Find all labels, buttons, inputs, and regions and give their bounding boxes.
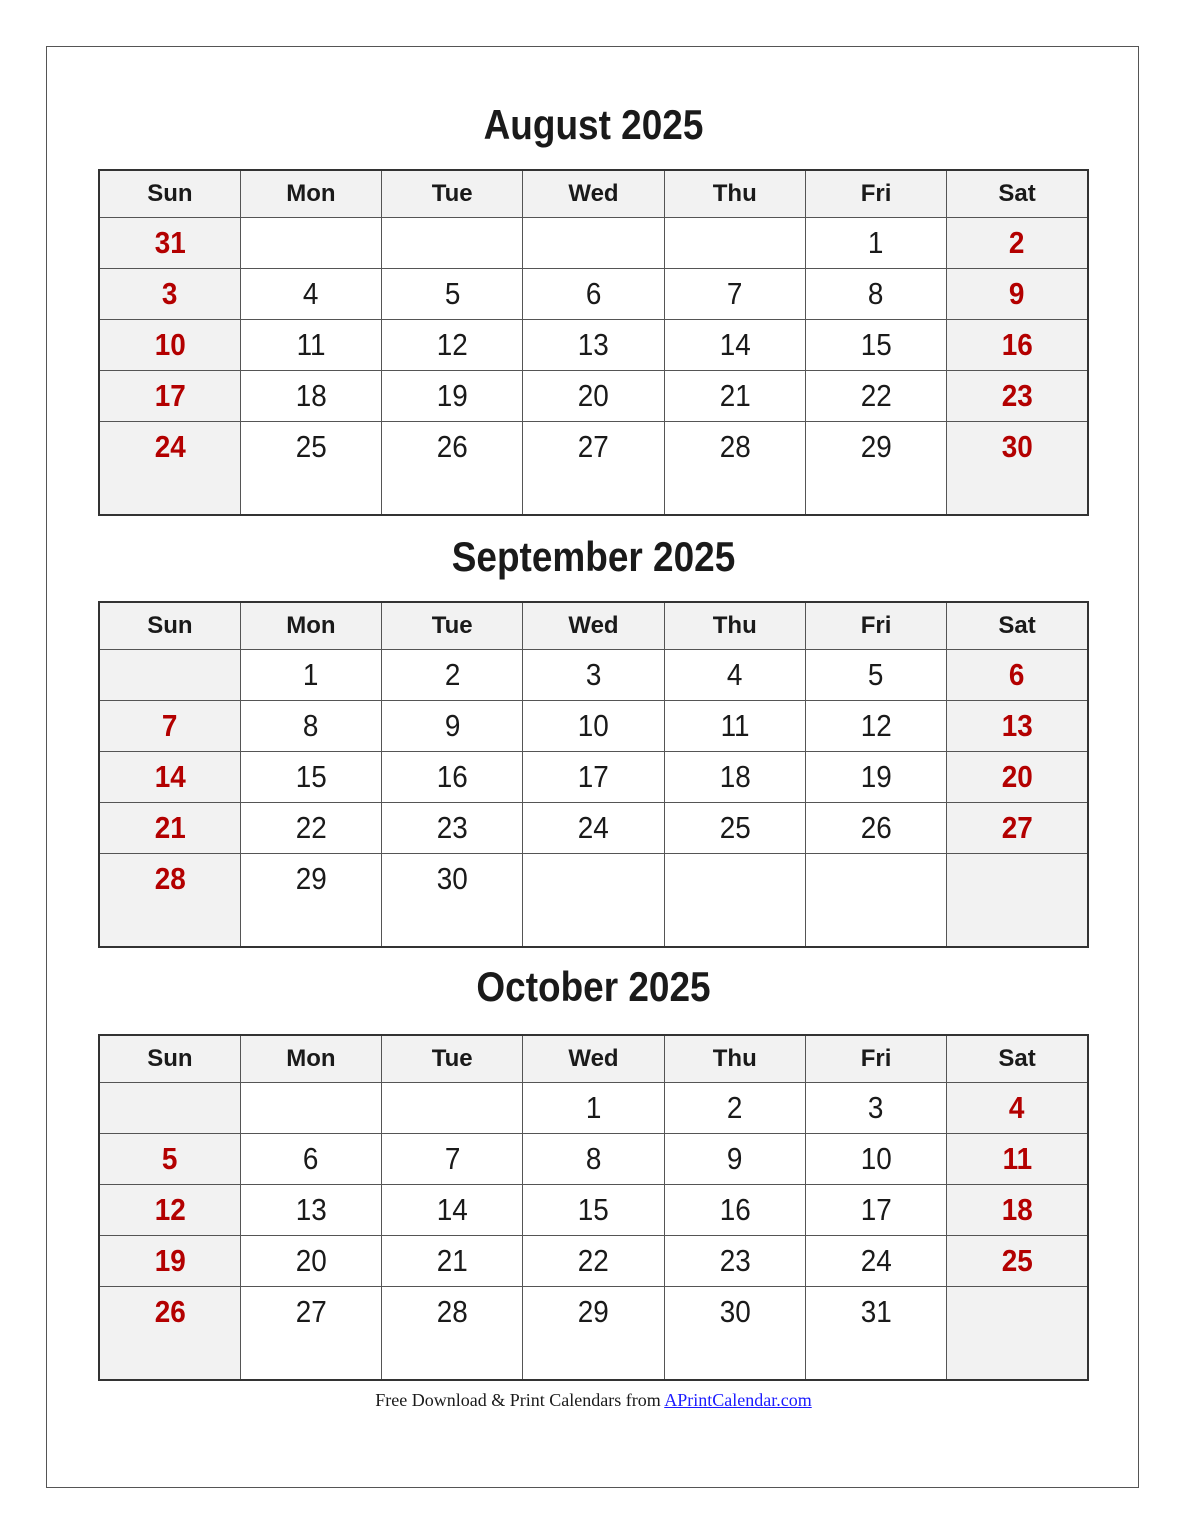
day-number: 8 [303,708,319,743]
day-cell [240,752,381,803]
day-number: 31 [154,225,186,260]
day-cell [382,650,523,701]
day-cell [664,269,805,320]
day-cell [240,701,381,752]
day-cell [805,320,946,371]
day-cell [523,701,664,752]
week-row [99,1083,1088,1134]
day-number: 9 [727,1141,743,1176]
day-cell [382,218,523,269]
month-title: October 2025 [476,963,711,1010]
day-cell [664,1134,805,1185]
day-number: 6 [303,1141,319,1176]
day-number: 23 [436,810,468,845]
day-number: 14 [154,759,186,794]
day-number: 6 [1009,657,1025,692]
day-cell [240,1236,381,1287]
day-number: 1 [303,657,319,692]
day-number: 11 [296,327,326,362]
weekday-header: Sat [947,170,1088,218]
day-number: 5 [444,276,460,311]
day-cell [947,1236,1088,1287]
day-cell [240,269,381,320]
day-cell [664,320,805,371]
day-cell [947,650,1088,701]
weekday-header-row [99,1035,1088,1083]
day-cell [947,803,1088,854]
day-number: 30 [436,861,468,896]
day-number: 20 [295,1243,327,1278]
weekday-header: Mon [240,170,381,218]
day-number: 13 [1001,708,1033,743]
day-number: 17 [154,378,186,413]
day-number: 23 [1001,378,1033,413]
day-cell [240,1185,381,1236]
day-number: 29 [295,861,327,896]
month-grid [98,1034,1089,1381]
day-cell [382,371,523,422]
footer-text: Free Download & Print Calendars from [375,1390,665,1410]
week-row [99,371,1088,422]
day-number: 13 [577,327,609,362]
day-cell [805,218,946,269]
day-number: 24 [577,810,609,845]
week-row [99,752,1088,803]
day-number: 21 [154,810,186,845]
day-number: 18 [719,759,751,794]
day-cell [240,320,381,371]
day-cell [523,1134,664,1185]
day-cell [947,218,1088,269]
weekday-header: Tue [382,170,523,218]
day-cell [664,650,805,701]
day-cell [99,1185,240,1236]
day-number: 11 [720,708,750,743]
day-number: 16 [436,759,468,794]
week-row [99,422,1088,516]
day-number: 7 [162,708,178,743]
day-cell [99,320,240,371]
day-cell [947,371,1088,422]
day-number: 3 [585,657,602,692]
day-cell [947,1287,1088,1381]
day-cell [382,1083,523,1134]
day-cell [523,803,664,854]
day-number: 24 [154,429,186,464]
week-row [99,1287,1088,1381]
week-row [99,803,1088,854]
day-cell [523,854,664,948]
day-number: 1 [868,225,884,260]
day-number: 28 [154,861,186,896]
day-cell [664,218,805,269]
day-cell [382,701,523,752]
day-cell [947,1134,1088,1185]
day-number: 26 [154,1294,186,1329]
day-number: 29 [577,1294,609,1329]
day-cell [382,803,523,854]
day-number: 8 [868,276,884,311]
day-number: 28 [719,429,751,464]
day-number: 12 [436,327,468,362]
day-cell [805,803,946,854]
weekday-header: Tue [382,602,523,650]
weekday-header: Sat [947,602,1088,650]
day-number: 21 [436,1243,468,1278]
day-cell [805,1083,946,1134]
day-number: 31 [860,1294,892,1329]
week-row [99,650,1088,701]
day-number: 20 [1001,759,1033,794]
day-cell [99,1236,240,1287]
month-title: September 2025 [451,533,736,580]
week-row [99,269,1088,320]
day-number: 27 [1001,810,1033,845]
day-number: 16 [1001,327,1033,362]
day-number: 22 [860,378,892,413]
day-cell [664,422,805,516]
day-cell [805,1134,946,1185]
day-cell [99,218,240,269]
day-cell [523,1236,664,1287]
day-number: 2 [727,1090,743,1125]
day-cell [240,803,381,854]
month-grid [98,601,1089,948]
weekday-header: Fri [805,602,946,650]
day-number: 18 [1001,1192,1033,1227]
day-number: 22 [577,1243,609,1278]
day-cell [523,650,664,701]
day-cell [99,701,240,752]
weekday-header: Sun [99,170,240,218]
day-number: 9 [1009,276,1025,311]
week-row [99,854,1088,948]
day-number: 27 [577,429,609,464]
day-cell [947,701,1088,752]
day-number: 30 [719,1294,751,1329]
day-number: 19 [860,759,892,794]
weekday-header: Mon [240,1035,381,1083]
day-number: 6 [585,276,602,311]
day-cell [664,752,805,803]
footer-link[interactable]: APrintCalendar.com [664,1390,812,1410]
day-cell [382,1134,523,1185]
day-cell [523,371,664,422]
day-cell [805,1185,946,1236]
day-number: 25 [295,429,327,464]
day-cell [523,1287,664,1381]
day-number: 20 [577,378,609,413]
day-cell [99,1083,240,1134]
weekday-header: Thu [664,170,805,218]
day-number: 2 [1009,225,1025,260]
day-cell [99,803,240,854]
weekday-header-row [99,602,1088,650]
day-cell [805,1287,946,1381]
weekday-header: Thu [664,1035,805,1083]
day-cell [805,752,946,803]
day-cell [240,650,381,701]
day-number: 3 [162,276,178,311]
day-cell [523,269,664,320]
day-cell [947,1083,1088,1134]
day-cell [947,1185,1088,1236]
day-cell [947,752,1088,803]
day-number: 14 [719,327,751,362]
day-cell [664,1287,805,1381]
weekday-header: Mon [240,602,381,650]
month-title: August 2025 [483,101,704,148]
day-number: 25 [1001,1243,1033,1278]
weekday-header: Sat [947,1035,1088,1083]
day-number: 17 [577,759,609,794]
day-number: 7 [727,276,743,311]
day-cell [664,371,805,422]
day-number: 30 [1001,429,1033,464]
day-cell [805,854,946,948]
day-number: 15 [295,759,327,794]
day-cell [664,1083,805,1134]
day-cell [99,371,240,422]
day-number: 12 [154,1192,186,1227]
day-number: 4 [1009,1090,1025,1125]
day-cell [805,701,946,752]
weekday-header: Fri [805,170,946,218]
day-cell [240,854,381,948]
day-cell [240,371,381,422]
day-cell [382,422,523,516]
week-row [99,320,1088,371]
day-number: 16 [719,1192,751,1227]
footer [0,1390,1187,1411]
weekday-header: Sun [99,1035,240,1083]
weekday-header: Sun [99,602,240,650]
day-number: 15 [860,327,892,362]
weekday-header: Wed [523,602,664,650]
day-number: 1 [585,1090,602,1125]
day-number: 26 [436,429,468,464]
day-number: 8 [585,1141,602,1176]
day-number: 24 [860,1243,892,1278]
day-number: 21 [719,378,751,413]
day-cell [99,752,240,803]
day-number: 2 [444,657,460,692]
day-cell [382,752,523,803]
day-cell [947,422,1088,516]
day-cell [664,854,805,948]
day-number: 10 [860,1141,892,1176]
day-cell [805,1236,946,1287]
day-cell [664,701,805,752]
day-cell [947,320,1088,371]
day-number: 18 [295,378,327,413]
day-number: 5 [868,657,884,692]
day-number: 19 [154,1243,186,1278]
week-row [99,1134,1088,1185]
day-cell [240,1083,381,1134]
day-number: 17 [860,1192,892,1227]
day-cell [240,422,381,516]
day-cell [664,803,805,854]
day-number: 25 [719,810,751,845]
day-cell [382,269,523,320]
weekday-header: Fri [805,1035,946,1083]
day-number: 28 [436,1294,468,1329]
day-cell [99,650,240,701]
day-cell [99,269,240,320]
day-number: 3 [868,1090,884,1125]
day-number: 23 [719,1243,751,1278]
day-cell [523,320,664,371]
day-cell [664,1236,805,1287]
day-number: 12 [860,708,892,743]
weekday-header: Wed [523,170,664,218]
day-number: 4 [727,657,743,692]
day-cell [382,854,523,948]
month-grid [98,169,1089,516]
weekday-header-row [99,170,1088,218]
day-number: 13 [295,1192,327,1227]
day-number: 10 [577,708,609,743]
day-number: 4 [303,276,319,311]
day-number: 7 [444,1141,460,1176]
day-cell [947,854,1088,948]
day-cell [805,371,946,422]
week-row [99,1185,1088,1236]
day-cell [240,1287,381,1381]
week-row [99,701,1088,752]
weekday-header: Thu [664,602,805,650]
day-number: 11 [1002,1141,1032,1176]
day-cell [523,1185,664,1236]
day-number: 9 [444,708,460,743]
day-cell [99,422,240,516]
weekday-header: Wed [523,1035,664,1083]
day-number: 22 [295,810,327,845]
weekday-header: Tue [382,1035,523,1083]
day-cell [805,650,946,701]
day-number: 19 [436,378,468,413]
day-number: 10 [154,327,186,362]
day-number: 15 [577,1192,609,1227]
day-cell [805,422,946,516]
day-cell [99,1134,240,1185]
day-number: 5 [162,1141,178,1176]
day-number: 27 [295,1294,327,1329]
week-row [99,1236,1088,1287]
day-cell [382,1185,523,1236]
day-cell [523,218,664,269]
week-row [99,218,1088,269]
day-cell [382,1287,523,1381]
day-cell [664,1185,805,1236]
day-cell [523,1083,664,1134]
day-cell [240,218,381,269]
day-cell [947,269,1088,320]
day-cell [99,854,240,948]
day-cell [805,269,946,320]
day-cell [382,1236,523,1287]
day-number: 14 [436,1192,468,1227]
day-cell [99,1287,240,1381]
day-cell [240,1134,381,1185]
day-cell [382,320,523,371]
day-cell [523,422,664,516]
day-cell [523,752,664,803]
day-number: 26 [860,810,892,845]
day-number: 29 [860,429,892,464]
